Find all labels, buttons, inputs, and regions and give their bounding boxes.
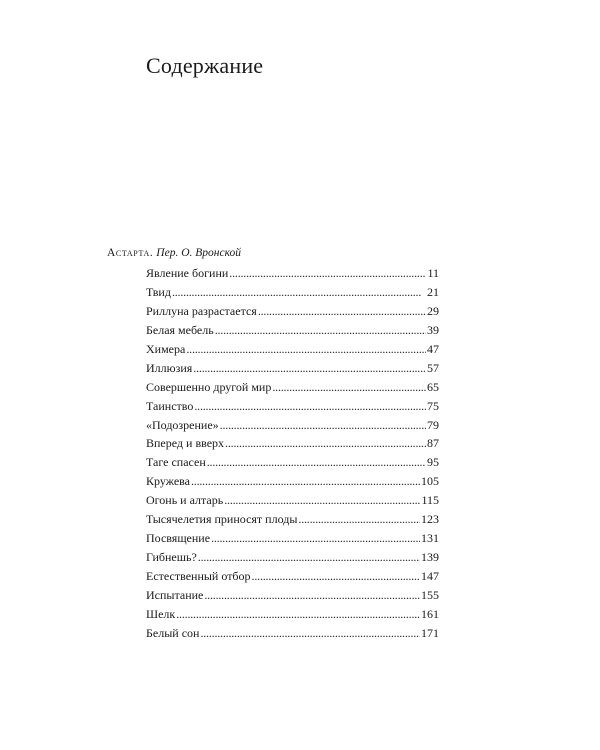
dot-leader <box>258 302 426 321</box>
dot-leader <box>172 283 426 302</box>
toc-entry-page: 29 <box>427 303 439 318</box>
toc-entry-title: Тысячелетия приносят плоды <box>146 512 298 527</box>
toc-entry[interactable] <box>146 264 439 283</box>
toc-entry-page: 123 <box>421 512 439 527</box>
toc-entry[interactable] <box>146 548 439 567</box>
toc-entry-page: 155 <box>421 587 439 602</box>
toc-entry[interactable] <box>146 453 439 472</box>
toc-entry-title: Вперед и вверх <box>146 436 225 451</box>
toc-entry-title: Белый сон <box>146 625 200 640</box>
toc-entry-page: 171 <box>421 625 439 640</box>
dot-leader <box>204 586 420 605</box>
page-title: Содержание <box>146 53 264 78</box>
toc-entry-title: Кружева <box>146 474 190 489</box>
dot-leader <box>252 567 420 586</box>
toc-entry-title: Твид <box>146 284 171 299</box>
toc-entry-page: 21 <box>427 284 439 299</box>
toc-entry-page: 95 <box>427 455 439 470</box>
dot-leader <box>191 472 420 491</box>
toc-entry[interactable] <box>146 340 439 359</box>
toc-entry-title: Гибнешь? <box>146 550 197 565</box>
table-of-contents <box>146 264 439 643</box>
toc-entry-title: «Подозрение» <box>146 417 219 432</box>
toc-entry[interactable] <box>146 434 439 453</box>
section-title: Астарта. <box>107 247 154 259</box>
toc-entry-title: Совершенно другой мир <box>146 379 272 394</box>
toc-entry-title: Естественный отбор <box>146 569 251 583</box>
toc-entry-title: Иллюзия <box>146 360 193 375</box>
toc-entry-title: Огонь и алтарь <box>146 493 224 508</box>
dot-leader <box>211 529 420 548</box>
toc-entry-page: 139 <box>421 550 439 565</box>
toc-entry-title: Таинство <box>146 398 194 413</box>
toc-entry[interactable] <box>146 586 439 605</box>
toc-entry-page: 57 <box>427 360 439 375</box>
toc-entry-page: 131 <box>421 531 439 546</box>
toc-entry[interactable] <box>146 397 439 416</box>
toc-entry-title: Риллуна разрастается <box>146 303 257 318</box>
toc-entry-title: Белая мебель <box>146 322 214 337</box>
toc-entry-title: Явление богини <box>146 266 229 280</box>
dot-leader <box>220 416 426 435</box>
toc-entry-page: 161 <box>421 606 439 621</box>
dot-leader <box>224 491 420 510</box>
dot-leader <box>198 548 420 567</box>
dot-leader <box>207 453 426 472</box>
dot-leader <box>225 434 426 453</box>
toc-entry[interactable] <box>146 378 439 397</box>
toc-entry[interactable] <box>146 624 439 643</box>
dot-leader <box>298 510 420 529</box>
toc-entry-page: 47 <box>427 341 439 356</box>
toc-entry[interactable] <box>146 416 439 435</box>
toc-entry-page: 79 <box>427 417 439 432</box>
dot-leader <box>176 605 420 624</box>
section-credit: Пер. О. Вронской <box>156 247 242 259</box>
dot-leader <box>229 264 426 283</box>
dot-leader <box>194 397 426 416</box>
toc-entry[interactable] <box>146 491 439 510</box>
toc-entry[interactable] <box>146 472 439 491</box>
toc-entry-page: 105 <box>421 474 439 489</box>
toc-entry-page: 65 <box>427 379 439 394</box>
toc-entry-title: Таге спасен <box>146 455 206 470</box>
toc-entry[interactable] <box>146 302 439 321</box>
toc-entry-title: Химера <box>146 341 186 356</box>
toc-entry[interactable] <box>146 605 439 624</box>
toc-entry-page: 87 <box>427 436 439 451</box>
dot-leader <box>272 378 426 397</box>
toc-entry[interactable] <box>146 359 439 378</box>
toc-entry-title: Посвящение <box>146 531 211 546</box>
toc-entry[interactable] <box>146 283 439 302</box>
dot-leader <box>193 359 426 378</box>
toc-entry[interactable] <box>146 529 439 548</box>
toc-entry-page: 147 <box>421 569 439 583</box>
toc-entry-page: 115 <box>421 493 439 508</box>
section-heading <box>107 246 241 260</box>
toc-entry[interactable] <box>146 321 439 340</box>
toc-entry-title: Испытание <box>146 587 204 602</box>
dot-leader <box>215 321 426 340</box>
dot-leader <box>200 624 420 643</box>
toc-entry-page: 11 <box>427 266 439 280</box>
toc-entry-page: 75 <box>427 398 439 413</box>
toc-entry[interactable] <box>146 567 439 586</box>
toc-entry-page: 39 <box>427 322 439 337</box>
dot-leader <box>186 340 426 359</box>
toc-entry-title: Шелк <box>146 606 176 621</box>
toc-entry[interactable] <box>146 510 439 529</box>
